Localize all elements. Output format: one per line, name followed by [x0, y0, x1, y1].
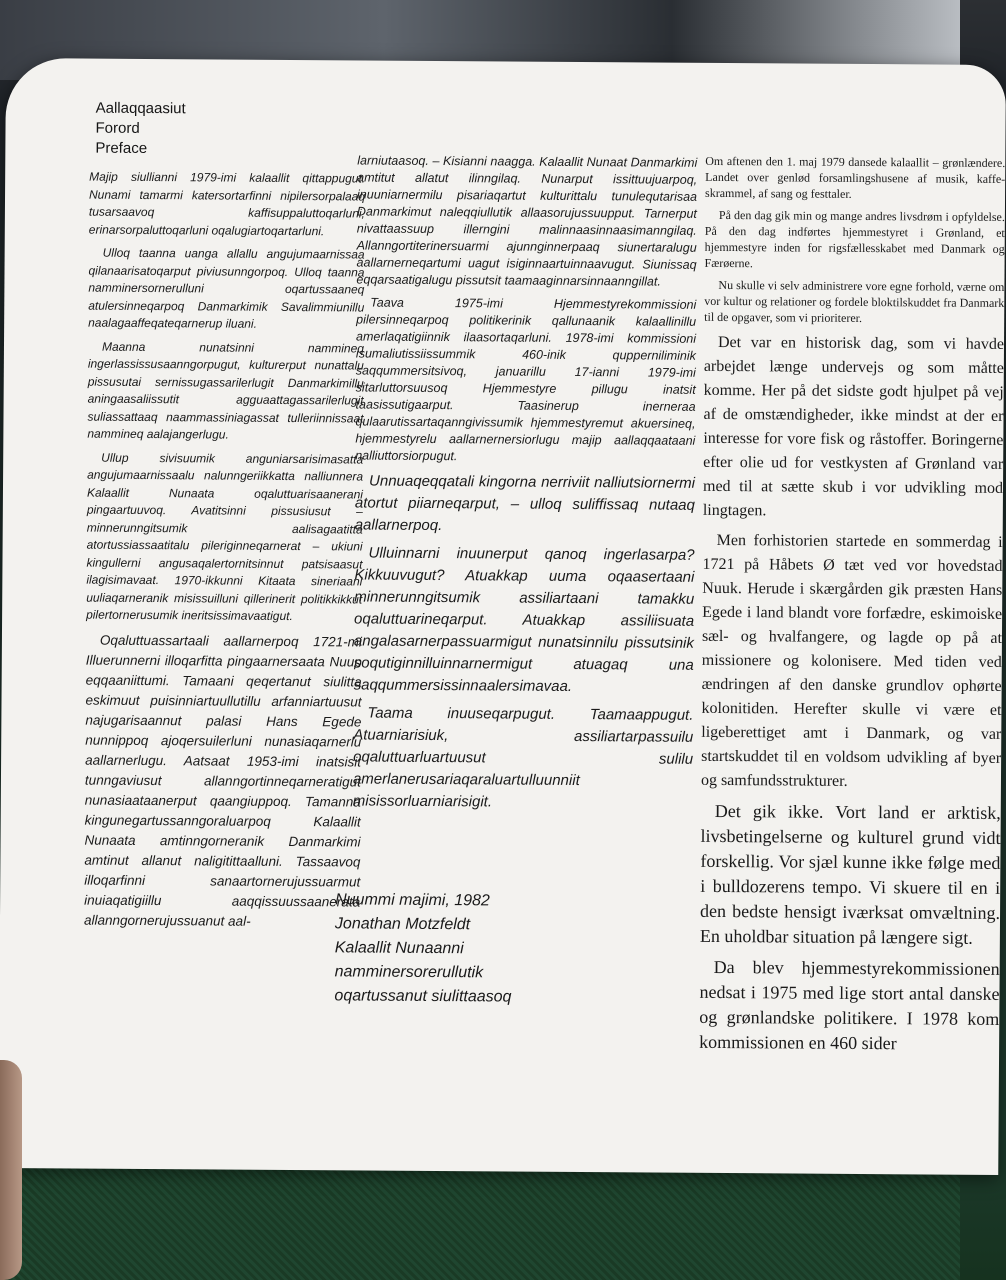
signature-name: Jonathan Motzfeldt	[334, 915, 471, 934]
paragraph: Ulluinnarni inuunerput qanoq ingerlasarpa? Kikkuuvugut? Atuakkap uuma oqaasertaani minnerunngitsumik assiliartaani tamakku oqaluttuarineqarput. Atuakkap assiliisuata angalasarnerpassuarmigut nunatsinnilu pissutsinik soqutiginnilluinnarnermigut atuagaq una saqqummersissinnaalersimavaa.	[353, 544, 695, 695]
paragraph: Men forhistorien startede en sommerdag i 1721 på Håbets Ø tæt ved vor hovedstad Nuuk. Herude i skærgården gik præsten Hans Egede i land blandt vore forfædre, eskimoiske sæl- og hvalfangere, og lagde op på at missionere og kolonisere. Med tiden ved ændringen af den danske grundlov ophørte kolonitiden. Herefter skulle vi være et ligeberettiget amt i Danmark, og var startskuddet til en voldsom udvikling af byer og samfundsstrukturer.	[700, 531, 1003, 790]
page-heading	[95, 99, 185, 160]
signature-title-1: Kalaallit Nunaanni	[334, 939, 464, 958]
signature-place-date: Nuummi majimi, 1982	[335, 891, 490, 910]
paragraph: Nu skulle vi selv administrere vore egne forhold, værne om vor kultur og relationer og fordele bloktilskuddet fra Danmark til de opgaver, som vi prioriterer.	[704, 277, 1005, 325]
thumb	[0, 1060, 22, 1280]
column-danish	[699, 153, 1005, 1063]
signature-title-3: oqartussanut siulittaasoq	[334, 987, 512, 1006]
heading-english: Preface	[95, 139, 148, 157]
paragraph: Majip siullianni 1979-imi kalaallit qittappugut. Nunami tamarmi katersortarfinni nipilersorpalaaq tusarsaavoq kaffisuppaluttoqarluni, erinarsorpaluttoqarluni oqalugiartoqartarluni.	[88, 169, 366, 238]
paragraph: Da blev hjemmestyrekommissionen nedsat i 1975 med lige stort antal danske og grønlandske politikere. I 1978 kom kommissionen en 460 sider	[699, 956, 1000, 1054]
book-page	[0, 58, 1006, 1175]
paragraph: På den dag gik min og mange andres livsdrøm i opfyldelse. På den dag indførtes hjemmestyret i Grønland, et hjemmestyre inden for rigsfællesskabet med Danmark og Færøerne.	[704, 207, 1005, 271]
paragraph: Taama inuuseqarpugut. Taamaappugut. Atuarniarisiuk, assiliartarpassuilu oqaluttuarluartuusut sulilu amerlanerusariaqaraluartulluunniit misissorluarniarisigit.	[352, 704, 694, 811]
paragraph: Det gik ikke. Vort land er arktisk, livsbetingelserne og kulturel grund vidt forskellig. Vor sjæl kunne ikke følge med i bulldozerens tempo. Vi skuere til en i den bedste hensigt iværksat omvæltning. En uholdbar situation på længere sigt.	[699, 800, 1001, 948]
paragraph: Maanna nunatsinni nammineq ingerlassissusaanngorpugut, kulturerput nunattalu pissusutai sernissugassarilerlugit Danmarkimillu aningaasaliissutit agguaattagassarilerlugit suliassattaaq naammassiniagassat tulleriinnissaat nammineq aalajangerlugu.	[87, 339, 365, 442]
paragraph: larniutaasoq. – Kisianni naagga. Kalaallit Nunaat Danmarkimi amtitut allatut ilinngilaq. Nunarput issittuujuarpoq, inuuniarnermilu pisariaqartut kulturittalu tunulequtarisaa Danmarkimut naleqqiullutik allaasorujussuupput. Tarnerput nivattaassuup illerngini malinnaasinnaasimanngilaq. Allanngortiterinersuarmi ajunnginnerpaaq siunertaralugu aallarnerneqartumi uagut isiginnaartuinnaavugut. Siunissaq eqqarsaatigalugu pissutsit taamaaginnarsinnaanngillat.	[356, 153, 698, 289]
signature-block	[334, 888, 635, 1010]
paragraph: Oqaluttuassartaali aallarnerpoq 1721-mi Illuerunnerni illoqarfitta pingaarnersaata Nuup eqqaaniittumi. Tamaani qeqertanut siulitta eskimuut puisinniartuullutillu arfanniartuusut najugarisaannut palasi Hans Egede nunnippoq ajoqersuilerluni nunasiaqarnerlu aallarnerlugu. Aatsaat 1953-imi inatsisit tunngaviusut allanngortinneqarneratigut nunasiaataanerput qaangiuppoq. Tamanna kingunegartussanngoraluarpoq Kalaallit Nunaata amtinngorneranik Danmarkimi amtinut allanut naligitittaalluni. Tassaavoq illoqarfinni sanaartornerujussuarmut inuiaqatigiillu aaqqissuussaanerata allanngornerujussuanut aal-	[83, 632, 362, 929]
column-greenlandic-1	[84, 169, 365, 938]
heading-danish: Forord	[95, 119, 140, 137]
column-greenlandic-2	[353, 152, 698, 820]
paragraph: Taava 1975-imi Hjemmestyrekommissioni pilersinneqarpoq politikerinik qallunaanik kalaallinillu amerlaqatigiinnik ilaasortaqarluni. 1978-imi kommissioni isumaliutissiissummik 460-inik qupperniliminik saqqummersitsivoq, januarillu 17-ianni 1979-imi sitarluttorsuusoq Hjemmestyre pillugu inatsit taasissutigaarput. Taasinerup inerneraa qulaarutissartaqanngivissumik hjemmestyremut akuersineq, hjemmestyrelu aallarnernersiorlugu majip aallaqqaataani nalliuttorsiorpugut.	[355, 295, 697, 464]
signature-title-2: namminersorerullutik	[334, 963, 484, 982]
paragraph: Ullup sivisuumik anguniarsarisimasatta angujumaarnissaalu nalunngeriikkatta nalliunnera Kalaallit Nunaata oqaluttuarisaanerani pingaartuuvoq. Avatitsinni pissusiusut – minnerunngitsumik aalisagaatitta atortussiassaatitalu pileriginneqarnerat – ukiuni kingullerni angusaqalertornitsinnut patsisaasut ilagisimavaat. 1970-ikkunni Kitaata sineriaani uuliaqarneranik misissuilluni qillerinerit politikkikkut pilertornerusumik ineritsissimavaatigut.	[86, 450, 364, 624]
paragraph: Unnuaqeqqatali kingorna nerriviit nalliutsiornermi atortut piiarneqarput, – ulloq suliffissaq nutaaq aallarnerpoq.	[354, 472, 696, 535]
paragraph: Om aftenen den 1. maj 1979 dansede kalaallit – grønlændere. Landet over genlød forsamlingshusene af musik, kaffe-skrammel, af sang og festtaler.	[705, 153, 1006, 201]
green-tablecloth	[0, 1160, 960, 1280]
paragraph: Det var en historisk dag, som vi havde arbejdet længe undervejs og som måtte komme. Her på det sidste godt hjulpet på vej af de omstændigheder, ikke mindst at der er interesse for vore fisk og råstoffer. Boringerne efter olie ud for vestkysten af Grønland var med til at sætte skub i vor udvikling mod lingtagen.	[702, 333, 1005, 520]
paragraph: Ulloq taanna uanga allallu angujumaarnissaa qilanaarisatoqarput piviusunngorpoq. Ulloq taanna namminersornerulluni oqartussaaneq atulersinneqarpoq Danmarkimik Savalimmiunillu naalagaaffeqateqarnerup iluani.	[88, 245, 365, 331]
heading-greenlandic: Aallaqqaasiut	[95, 99, 186, 118]
